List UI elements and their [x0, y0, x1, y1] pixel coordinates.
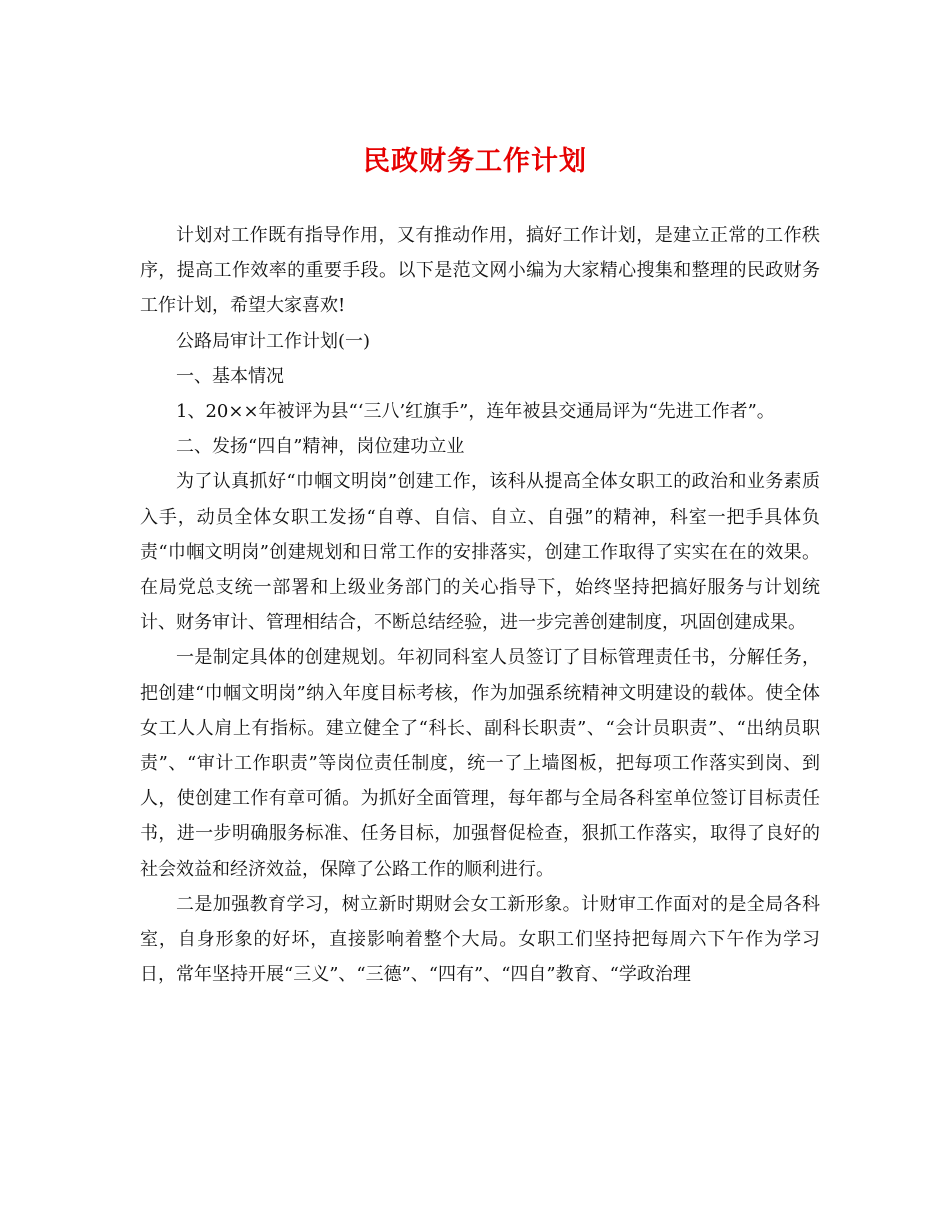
paragraph: 为了认真抓好“巾帼文明岗”创建工作，该科从提高全体女职工的政治和业务素质入手，动员全体女职工发扬“自尊、自信、自立、自强”的精神，科室一把手具体负责“巾帼文明岗”创建规划和日常工作的安排落实，创建工作取得了实实在在的效果。在局党总支统一部署和上级业务部门的关心指导下，始终坚持把搞好服务与计划统计、财务审计、管理相结合，不断总结经验，进一步完善创建制度，巩固创建成果。 [140, 471, 820, 634]
document-body [140, 218, 820, 992]
paragraph: 1、20××年被评为县“‘三八’红旗手”，连年被县交通局评为“先进工作者”。 [176, 401, 775, 423]
paragraph: 二是加强教育学习，树立新时期财会女工新形象。计财审工作面对的是全局各科室，自身形象的好坏，直接影响着整个大局。女职工们坚持把每周六下午作为学习日，常年坚持开展“三义”、“三德”、“四有”、“四自”教育、“学政治理 [140, 893, 820, 986]
paragraph: 一是制定具体的创建规划。年初同科室人员签订了目标管理责任书，分解任务，把创建“巾帼文明岗”纳入年度目标考核，作为加强系统精神文明建设的载体。使全体女工人人肩上有指标。建立健全了“科长、副科长职责”、“会计员职责”、“出纳员职责”、“审计工作职责”等岗位责任制度，统一了上墙图板，把每项工作落实到岗、到人，使创建工作有章可循。为抓好全面管理，每年都与全局各科室单位签订目标责任书，进一步明确服务标准、任务目标，加强督促检查，狠抓工作落实，取得了良好的社会效益和经济效益，保障了公路工作的顺利进行。 [140, 647, 820, 880]
paragraph: 二、发扬“四自”精神，岗位建功立业 [176, 436, 465, 458]
paragraph: 公路局审计工作计划(一) [176, 330, 371, 352]
document-title: 民政财务工作计划 [363, 146, 587, 177]
paragraph: 一、基本情况 [176, 365, 284, 387]
paragraph: 计划对工作既有指导作用，又有推动作用，搞好工作计划，是建立正常的工作秩序，提高工作效率的重要手段。以下是范文网小编为大家精心搜集和整理的民政财务工作计划，希望大家喜欢! [140, 225, 820, 317]
